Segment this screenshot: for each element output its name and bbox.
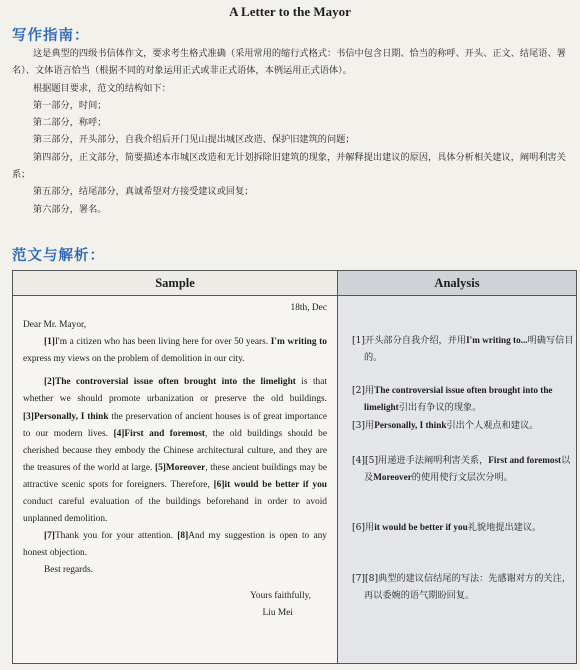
letter-paragraph-2 bbox=[23, 374, 327, 528]
text: the preservation of ancient houses is of great importance to our modern lives. bbox=[23, 411, 327, 439]
analysis-note-6 bbox=[352, 519, 578, 536]
marker: [4] bbox=[113, 428, 125, 439]
marker: [6] bbox=[213, 479, 225, 490]
key-phrase: Moreover bbox=[165, 462, 206, 473]
guide-part: 第二部分，称呼； bbox=[33, 117, 107, 129]
text: , these ancient buildings may be attractive scenic spots for foreigners. Therefore, bbox=[23, 462, 327, 490]
key-phrase: it would be better if you bbox=[374, 522, 468, 532]
key-phrase: First and foremost bbox=[124, 428, 206, 439]
text: 明确写信目的。 bbox=[364, 335, 574, 364]
analysis-note-7 bbox=[352, 570, 578, 605]
text: [6]用 bbox=[352, 522, 375, 533]
marker: [8] bbox=[177, 531, 189, 542]
text: [3]用 bbox=[352, 420, 375, 431]
analysis-header: Analysis bbox=[338, 271, 576, 296]
text: I'm a citizen who has been living here for over 50 years. bbox=[54, 337, 271, 348]
text: 引出有争议的现象。 bbox=[398, 402, 482, 414]
guide-part: 第三部分，开头部分，自我介绍后开门见山提出城区改造、保护旧建筑的问题； bbox=[33, 134, 355, 146]
guide-part: 第五部分，结尾部分，真诚希望对方接受建议或回复； bbox=[33, 186, 254, 198]
guide-structure-intro: 根据题目要求，范文的结构如下： bbox=[33, 82, 171, 94]
text: 礼貌地提出建议。 bbox=[467, 522, 542, 533]
key-phrase: Moreover bbox=[373, 472, 412, 483]
guide-part: 第六部分，署名。 bbox=[33, 203, 107, 215]
marker: [7] bbox=[44, 531, 55, 542]
guide-part: 第四部分，正文部分，简要描述本市城区改造和无计划拆除旧建筑的现象，并解释提出建议的原因，具体分析相关建议，阐明利害关系； bbox=[12, 151, 566, 181]
sample-column bbox=[13, 296, 338, 663]
text: conduct careful evaluation of the buildings beforehand in order to avoid unplanned demolition. bbox=[23, 497, 327, 525]
key-phrase: it would be better if you bbox=[224, 479, 327, 490]
analysis-note-4 bbox=[352, 452, 578, 487]
marker: [2] bbox=[44, 377, 55, 388]
letter-paragraph-3 bbox=[23, 528, 327, 562]
letter-closing: Best regards. bbox=[44, 565, 93, 576]
marker: [1] bbox=[44, 337, 55, 348]
text: [1]开头部分自我介绍，并用 bbox=[352, 335, 467, 346]
key-phrase: Personally, I think bbox=[33, 411, 109, 422]
text: Thank you for your attention. bbox=[54, 531, 178, 542]
text: , the old buildings should be cherished because they embody the Chinese architectural culture, and they are the treasures of the world at large. bbox=[23, 428, 328, 473]
text: express my views on the problem of demolition in our city. bbox=[23, 354, 245, 365]
letter-name: Liu Mei bbox=[262, 607, 293, 618]
text: [4][5]用递进手法阐明利害关系， bbox=[352, 455, 489, 466]
sample-analysis-table bbox=[12, 270, 577, 664]
page-title: A Letter to the Mayor bbox=[229, 4, 351, 19]
text: 引出个人观点和建议。 bbox=[446, 420, 539, 431]
key-phrase: I'm writing to bbox=[270, 337, 327, 348]
analysis-column bbox=[338, 296, 576, 663]
letter-salutation: Dear Mr. Mayor, bbox=[23, 320, 87, 331]
text: [7][8]典型的建议信结尾的写法：先感谢对方的关注，再以委婉的语气期盼回复。 bbox=[352, 573, 571, 602]
text: is that whether we should promote urbanization or preserve the old buildings. bbox=[23, 377, 328, 405]
marker: [3] bbox=[23, 411, 34, 422]
letter-signoff: Yours faithfully, bbox=[250, 590, 311, 601]
key-phrase: Personally, I think bbox=[374, 420, 447, 430]
key-phrase: First and foremost bbox=[488, 455, 562, 465]
text: 以及 bbox=[364, 455, 571, 484]
key-phrase: The controversial issue often brought into the limelight bbox=[54, 377, 296, 388]
guide-text bbox=[12, 45, 572, 218]
key-phrase: The controversial issue often brought into the limelight bbox=[364, 385, 553, 413]
analysis-note-1 bbox=[352, 332, 578, 367]
guide-part: 第一部分，时间； bbox=[33, 99, 107, 111]
marker: [5] bbox=[154, 462, 166, 473]
text: [2]用 bbox=[352, 385, 375, 396]
letter-paragraph-1 bbox=[23, 334, 327, 368]
key-phrase: I'm writing to... bbox=[466, 335, 528, 345]
text: And my suggestion is open to any honest objection. bbox=[23, 531, 327, 559]
sample-letter bbox=[23, 296, 327, 622]
analysis-note-3 bbox=[352, 417, 578, 434]
letter-date: 18th, Dec bbox=[290, 303, 327, 313]
analysis-note-2 bbox=[352, 382, 578, 417]
guide-intro: 这是典型的四级书信体作文，要求考生格式准确（采用常用的缩行式格式：书信中包含日期、恰当的称呼、开头、正文、结尾语、署名）、文体语言恰当（根据不同的对象运用正式或非正式语体，本例运用正式语体）。 bbox=[12, 48, 566, 77]
sample-analysis-heading: 范文与解析： bbox=[12, 248, 105, 264]
text: 的使用使行文层次分明。 bbox=[411, 472, 513, 484]
guide-heading: 写作指南： bbox=[12, 28, 90, 44]
sample-header: Sample bbox=[13, 271, 338, 296]
